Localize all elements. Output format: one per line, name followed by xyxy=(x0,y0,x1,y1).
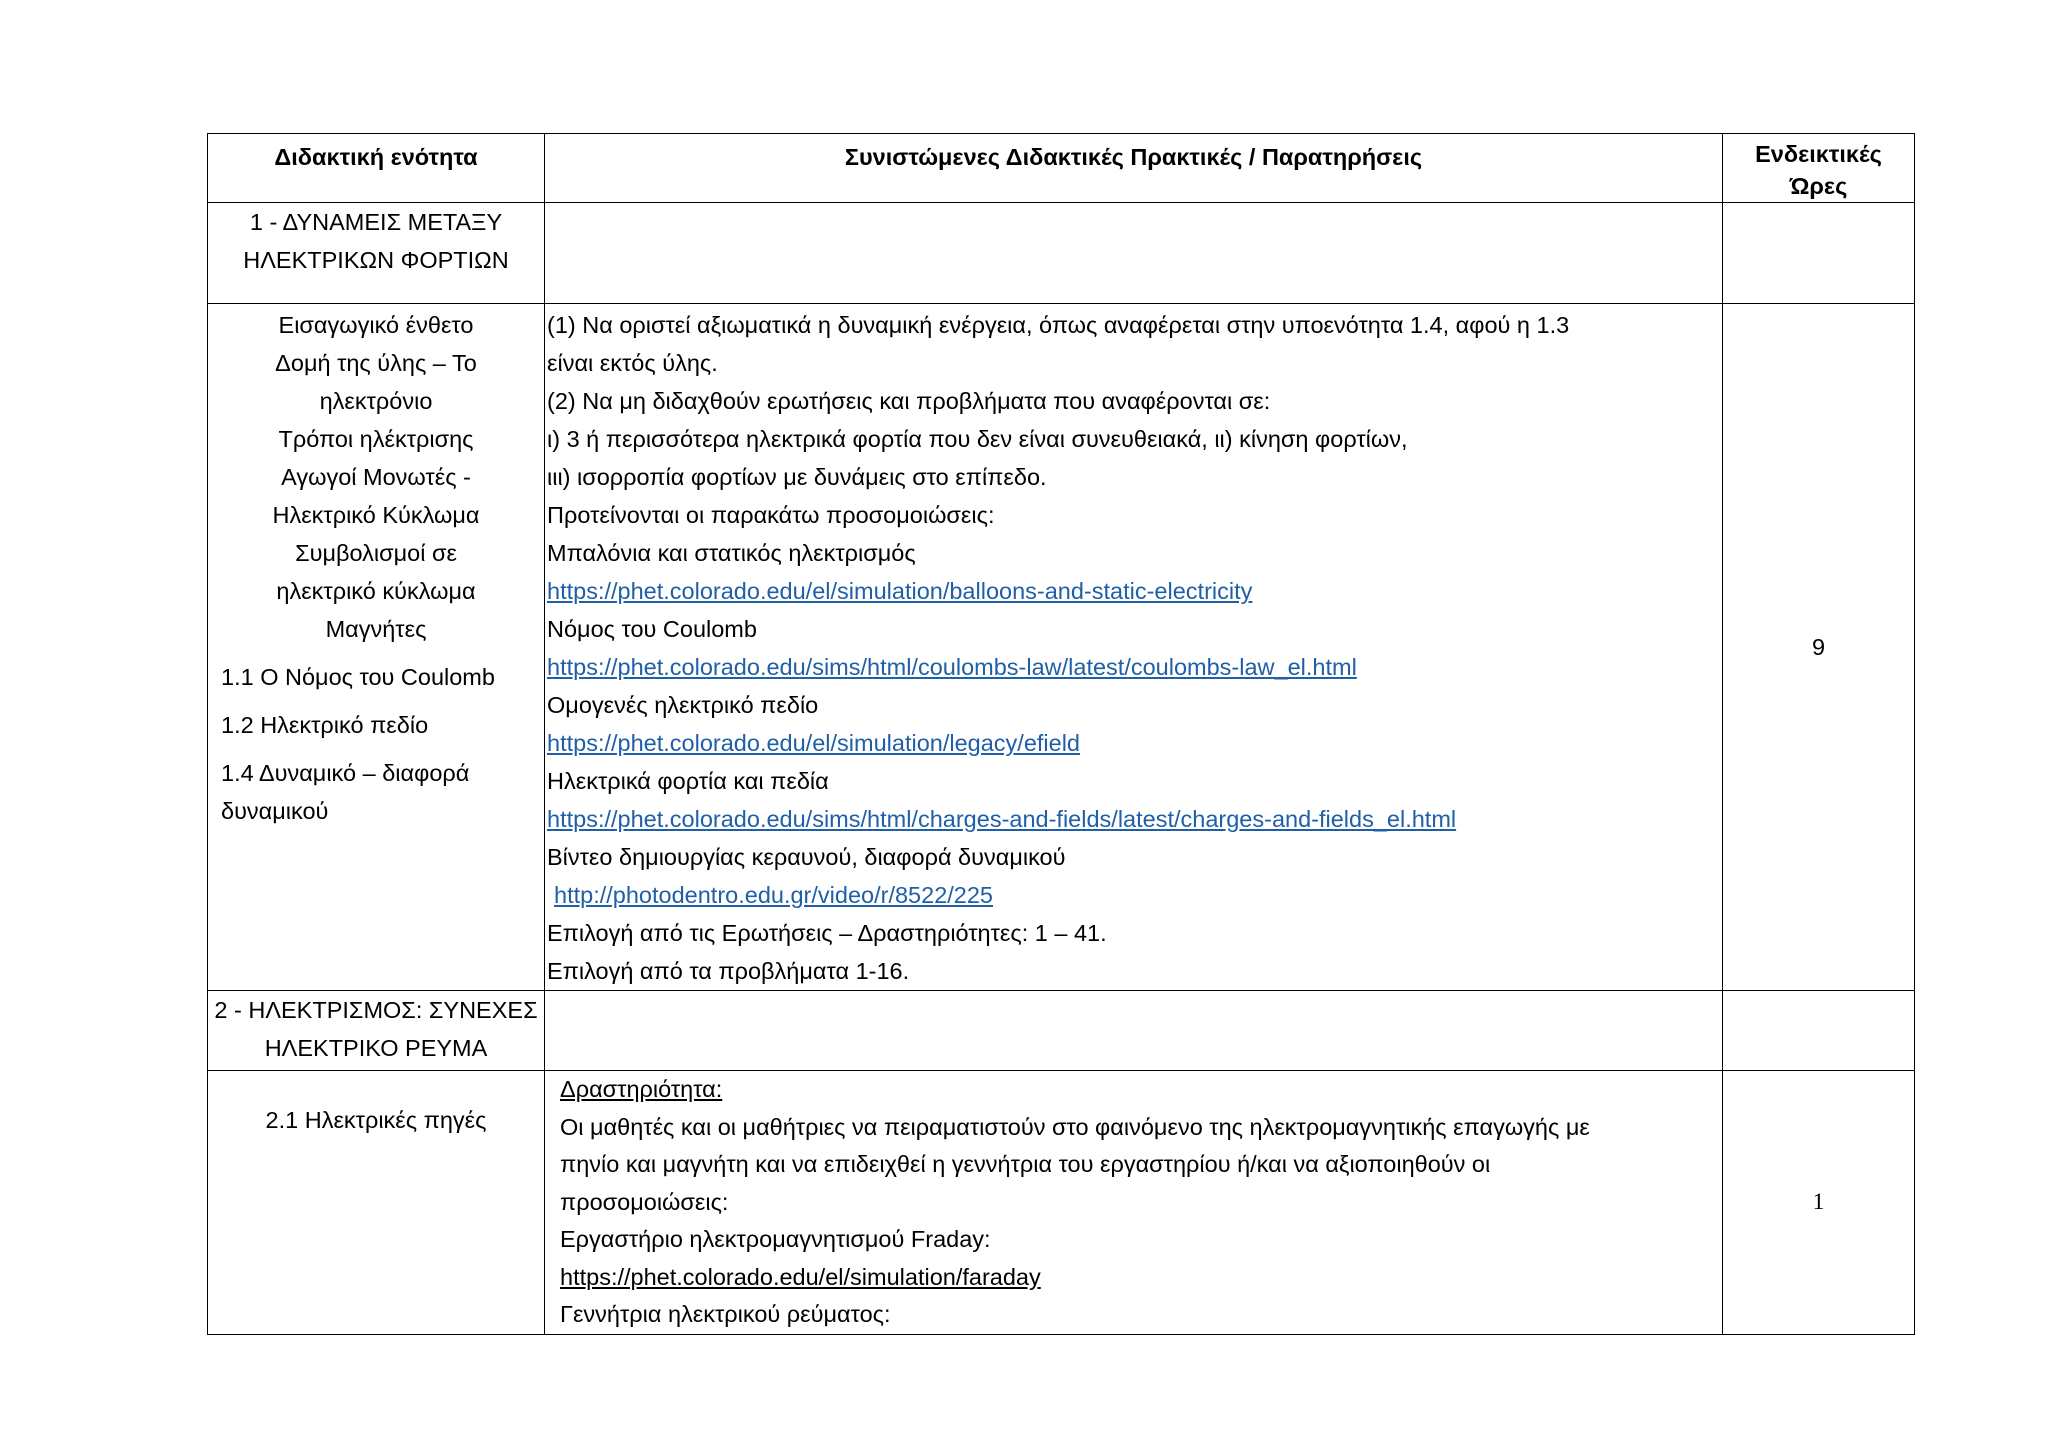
section1-title-practices-empty xyxy=(545,203,1723,304)
curriculum-table xyxy=(207,133,1915,1335)
topic-item: Αγωγοί Μονωτές - xyxy=(281,464,471,490)
activity-line: πηνίο και μαγνήτη και να επιδειχθεί η γεννήτρια του εργαστηρίου ή/και να αξιοποιηθούν οι xyxy=(560,1151,1491,1177)
faraday-label: Εργαστήριο ηλεκτρομαγνητισμού Fraday: xyxy=(560,1226,991,1252)
section2-title-practices-empty xyxy=(545,991,1723,1071)
header-practices: Συνιστώμενες Διδακτικές Πρακτικές / Παρατηρήσεις xyxy=(545,134,1723,203)
practice-line: είναι εκτός ύλης. xyxy=(547,350,718,376)
efield-label: Ομογενές ηλεκτρικό πεδίο xyxy=(547,692,819,718)
activity-line: προσομοιώσεις: xyxy=(560,1188,729,1215)
section1-body-row xyxy=(208,304,1915,991)
link-faraday-simulation[interactable]: https://phet.colorado.edu/el/simulation/faraday xyxy=(560,1263,1041,1290)
practice-line: ι) 3 ή περισσότερα ηλεκτρικά φορτία που δεν είναι συνευθειακά, ιι) κίνηση φορτίων, xyxy=(547,426,1408,452)
topic-1-4-line2: δυναμικού xyxy=(221,798,329,824)
section2-body-row xyxy=(208,1071,1915,1335)
activity-line: Οι μαθητές και οι μαθήτριες να πειραματιστούν στο φαινόμενο της ηλεκτρομαγνητικής επαγωγής με xyxy=(560,1113,1590,1140)
activity-label: Δραστηριότητα: xyxy=(560,1076,723,1102)
practice-line: Μπαλόνια και στατικός ηλεκτρισμός xyxy=(547,540,916,566)
generator-label: Γεννήτρια ηλεκτρικού ρεύματος: xyxy=(560,1301,891,1327)
link-charges-simulation[interactable]: https://phet.colorado.edu/sims/html/charges-and-fields/latest/charges-and-fields_el.html xyxy=(547,806,1457,832)
topic-item: Εισαγωγικό ένθετο xyxy=(278,312,474,338)
table-header-row xyxy=(208,134,1915,203)
link-coulomb-simulation[interactable]: https://phet.colorado.edu/sims/html/coulombs-law/latest/coulombs-law_el.html xyxy=(547,654,1357,680)
section1-title-line1: 1 - ΔΥΝΑΜΕΙΣ ΜΕΤΑΞΥ xyxy=(249,209,503,235)
topic-item: Δομή της ύλης – Το xyxy=(275,350,477,376)
charges-label: Ηλεκτρικά φορτία και πεδία xyxy=(547,768,829,794)
section2-title-line2: ΗΛΕΚΤΡΙΚΟ ΡΕΥΜΑ xyxy=(264,1035,488,1061)
section1-hours: 9 xyxy=(1723,304,1915,991)
header-hours-line1: Ενδεικτικές xyxy=(1755,141,1882,167)
header-hours xyxy=(1723,134,1915,203)
topic-item: Τρόποι ηλέκτρισης xyxy=(278,426,474,452)
topic-1-4-line1: 1.4 Δυναμικό – διαφορά xyxy=(221,760,470,786)
problems-line: Επιλογή από τα προβλήματα 1-16. xyxy=(547,958,910,984)
practice-line: Προτείνονται οι παρακάτω προσομοιώσεις: xyxy=(547,502,995,528)
section1-title-hours-empty xyxy=(1723,203,1915,304)
video-label: Βίντεο δημιουργίας κεραυνού, διαφορά δυναμικού xyxy=(547,844,1066,870)
questions-line: Επιλογή από τις Ερωτήσεις – Δραστηριότητες: 1 – 41. xyxy=(547,920,1107,946)
section1-title-row xyxy=(208,203,1915,304)
section2-title-hours-empty xyxy=(1723,991,1915,1071)
section1-title-line2: ΗΛΕΚΤΡΙΚΩΝ ΦΟΡΤΙΩΝ xyxy=(243,247,509,273)
link-efield-simulation[interactable]: https://phet.colorado.edu/el/simulation/legacy/efield xyxy=(547,730,1080,756)
topic-item: Μαγνήτες xyxy=(325,616,427,642)
link-balloons-simulation[interactable]: https://phet.colorado.edu/el/simulation/balloons-and-static-electricity xyxy=(547,578,1253,604)
topic-item: Ηλεκτρικό Κύκλωμα xyxy=(272,502,480,528)
section1-practices xyxy=(545,304,1723,991)
topic-1-2: 1.2 Ηλεκτρικό πεδίο xyxy=(221,712,429,738)
header-hours-line2: Ώρες xyxy=(1789,173,1848,199)
section2-title-row xyxy=(208,991,1915,1071)
link-photodentro-video[interactable]: http://photodentro.edu.gr/video/r/8522/225 xyxy=(554,882,993,908)
header-unit: Διδακτική ενότητα xyxy=(208,134,545,203)
coulomb-label: Νόμος του Coulomb xyxy=(547,616,757,642)
topic-item: ηλεκτρόνιο xyxy=(319,388,433,414)
practice-line: ιιι) ισορροπία φορτίων με δυνάμεις στο επίπεδο. xyxy=(547,464,1047,490)
section2-title-line1: 2 - ΗΛΕΚΤΡΙΣΜΟΣ: ΣΥΝΕΧΕΣ xyxy=(214,997,538,1023)
section2-hours: 1 xyxy=(1723,1071,1915,1335)
practice-line: (1) Να οριστεί αξιωματικά η δυναμική ενέργεια, όπως αναφέρεται στην υποενότητα 1.4, αφού η 1.3 xyxy=(547,312,1570,338)
topic-1-1: 1.1 Ο Νόμος του Coulomb xyxy=(221,664,495,690)
section1-topics xyxy=(208,304,545,991)
section1-title xyxy=(208,203,545,304)
practice-line: (2) Να μη διδαχθούν ερωτήσεις και προβλήματα που αναφέρονται σε: xyxy=(547,388,1271,414)
topic-2-1: 2.1 Ηλεκτρικές πηγές xyxy=(208,1071,545,1335)
section2-title xyxy=(208,991,545,1071)
topic-item: ηλεκτρικό κύκλωμα xyxy=(276,578,476,604)
topic-item: Συμβολισμοί σε xyxy=(295,540,457,566)
section2-practices xyxy=(545,1071,1723,1335)
